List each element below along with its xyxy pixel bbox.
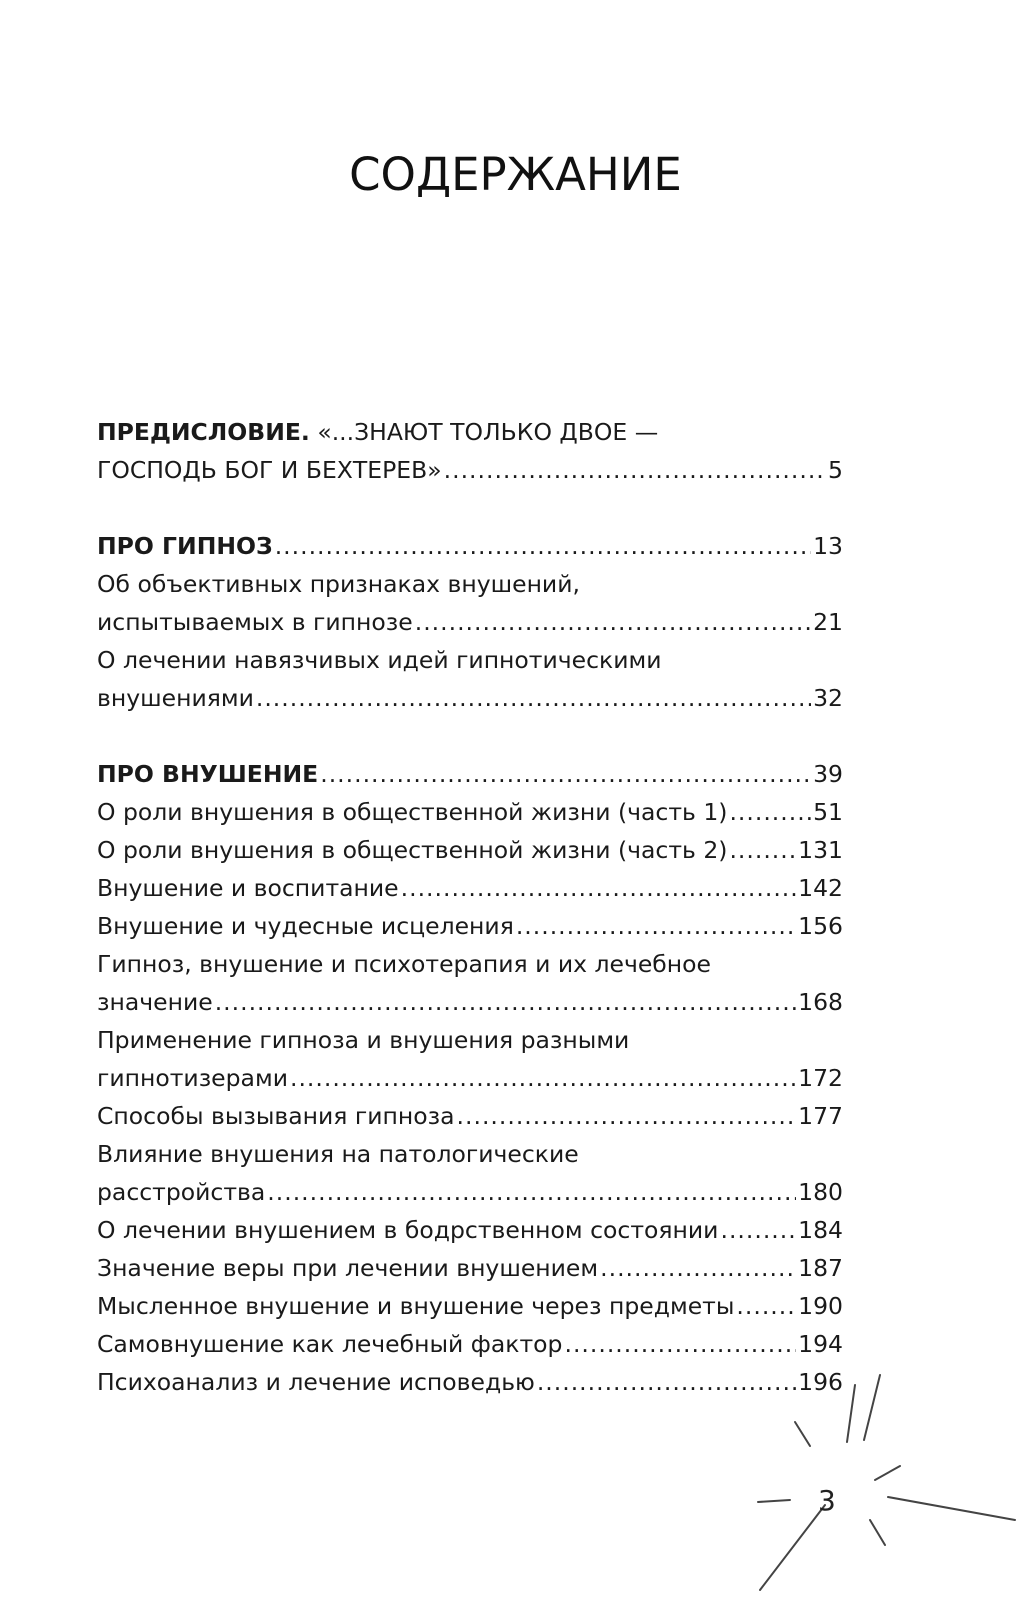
toc-entry-leader-row <box>97 679 843 717</box>
toc-entry-leader-row <box>97 1211 843 1249</box>
toc-entry[interactable] <box>97 1021 843 1097</box>
toc-entry-text: Влияние внушения на патологические <box>97 1140 579 1168</box>
toc-page-number: 168 <box>798 988 843 1016</box>
toc-entry[interactable] <box>97 1363 843 1401</box>
dot-leader <box>256 679 811 717</box>
toc-entry[interactable] <box>97 1287 843 1325</box>
toc-page-number: 190 <box>798 1292 843 1320</box>
toc-entry[interactable] <box>97 945 843 1021</box>
toc-entry-leader-row <box>97 1249 843 1287</box>
toc-entry-label: Внушение и воспитание <box>97 874 399 902</box>
toc-entry[interactable] <box>97 1211 843 1249</box>
toc-entry-leader-row <box>97 1363 843 1401</box>
toc-page-number: 32 <box>813 684 843 712</box>
toc-entry-label: ГОСПОДЬ БОГ И БЕХТЕРЕВ» <box>97 456 442 484</box>
toc-page-number: 177 <box>798 1102 843 1130</box>
dot-leader <box>720 1211 796 1249</box>
dot-leader <box>729 793 811 831</box>
toc-page-number: 142 <box>798 874 843 902</box>
toc-entry-text: Гипноз, внушение и психотерапия и их лечебное <box>97 950 711 978</box>
toc-entry-label: гипнотизерами <box>97 1064 288 1092</box>
toc-section <box>97 755 843 1401</box>
toc-entry-line <box>97 565 843 603</box>
toc-entry-leader-row <box>97 793 843 831</box>
toc-entry-leader-row <box>97 831 843 869</box>
toc-page-number: 156 <box>798 912 843 940</box>
toc-entry[interactable] <box>97 793 843 831</box>
dot-leader <box>736 1287 796 1325</box>
toc-entry-text: О лечении навязчивых идей гипнотическими <box>97 646 662 674</box>
dot-leader <box>290 1059 796 1097</box>
dot-leader <box>275 527 811 565</box>
toc-page-number: 196 <box>798 1368 843 1396</box>
dot-leader <box>516 907 796 945</box>
toc-entry[interactable] <box>97 527 843 565</box>
toc-entry-leader-row <box>97 451 843 489</box>
toc-entry-leader-row <box>97 755 843 793</box>
toc-page-number: 187 <box>798 1254 843 1282</box>
toc-entry[interactable] <box>97 565 843 641</box>
toc-entry-label: ПРО ВНУШЕНИЕ <box>97 760 319 788</box>
toc-page-number: 21 <box>813 608 843 636</box>
toc-entry-leader-row <box>97 1097 843 1135</box>
toc-entry-label: Самовнушение как лечебный фактор <box>97 1330 563 1358</box>
toc-entry-label: расстройства <box>97 1178 266 1206</box>
toc-entry[interactable] <box>97 755 843 793</box>
toc-entry-leader-row <box>97 603 843 641</box>
toc-section <box>97 413 843 489</box>
toc-entry-label: Психоанализ и лечение исповедью <box>97 1368 535 1396</box>
toc-section <box>97 527 843 717</box>
toc-entry[interactable] <box>97 869 843 907</box>
toc-page-number: 172 <box>798 1064 843 1092</box>
toc-entry-heading: ПРЕДИСЛОВИЕ. <box>97 418 310 446</box>
toc-entry-label: испытываемых в гипнозе <box>97 608 413 636</box>
toc-entry-line <box>97 1021 843 1059</box>
toc-entry-leader-row <box>97 907 843 945</box>
toc-entry[interactable] <box>97 641 843 717</box>
toc-entry[interactable] <box>97 907 843 945</box>
toc-entry-leader-row <box>97 527 843 565</box>
toc-entry[interactable] <box>97 1325 843 1363</box>
toc-entry[interactable] <box>97 1097 843 1135</box>
toc-entry[interactable] <box>97 831 843 869</box>
toc-entry-text: «...ЗНАЮТ ТОЛЬКО ДВОЕ — <box>317 418 659 446</box>
toc-page-number: 184 <box>798 1216 843 1244</box>
toc-entry-label: Внушение и чудесные исцеления <box>97 912 514 940</box>
toc-entry-text: Об объективных признаках внушений, <box>97 570 580 598</box>
page-number: 3 <box>818 1484 836 1517</box>
dot-leader <box>415 603 811 641</box>
toc-entry-line <box>97 945 843 983</box>
toc-entry-line <box>97 413 843 451</box>
dot-leader <box>444 451 826 489</box>
dot-leader <box>320 755 811 793</box>
toc-entry-leader-row <box>97 869 843 907</box>
toc-entry-label: О лечении внушением в бодрственном состоянии <box>97 1216 719 1244</box>
sunburst-decoration <box>740 1370 1031 1600</box>
dot-leader <box>457 1097 797 1135</box>
toc-page-number: 51 <box>813 798 843 826</box>
dot-leader <box>215 983 796 1021</box>
dot-leader <box>564 1325 796 1363</box>
toc-entry-label: Способы вызывания гипноза <box>97 1102 455 1130</box>
toc-page-number: 5 <box>828 456 843 484</box>
toc-entry[interactable] <box>97 413 843 489</box>
toc-page-number: 13 <box>813 532 843 560</box>
toc-entry-label: внушениями <box>97 684 254 712</box>
page-title: СОДЕРЖАНИЕ <box>349 148 682 201</box>
toc-entry-leader-row <box>97 1287 843 1325</box>
toc-entry-leader-row <box>97 1173 843 1211</box>
toc-entry-label: Мысленное внушение и внушение через предметы <box>97 1292 735 1320</box>
dot-leader <box>267 1173 796 1211</box>
dot-leader <box>401 869 797 907</box>
toc-entry-label: О роли внушения в общественной жизни (часть 2) <box>97 836 728 864</box>
toc-entry-leader-row <box>97 1325 843 1363</box>
dot-leader <box>729 831 796 869</box>
toc-entry-label: Значение веры при лечении внушением <box>97 1254 599 1282</box>
dot-leader <box>600 1249 796 1287</box>
table-of-contents <box>97 413 843 1439</box>
toc-entry-line <box>97 1135 843 1173</box>
toc-page-number: 180 <box>798 1178 843 1206</box>
toc-entry-leader-row <box>97 983 843 1021</box>
toc-entry[interactable] <box>97 1135 843 1211</box>
toc-entry-line <box>97 641 843 679</box>
toc-entry-label: ПРО ГИПНОЗ <box>97 532 273 560</box>
toc-entry[interactable] <box>97 1249 843 1287</box>
toc-page-number: 39 <box>813 760 843 788</box>
toc-page-number: 194 <box>798 1330 843 1358</box>
toc-entry-label: О роли внушения в общественной жизни (часть 1) <box>97 798 728 826</box>
toc-entry-label: значение <box>97 988 213 1016</box>
toc-page-number: 131 <box>798 836 843 864</box>
toc-entry-leader-row <box>97 1059 843 1097</box>
toc-entry-text: Применение гипноза и внушения разными <box>97 1026 630 1054</box>
